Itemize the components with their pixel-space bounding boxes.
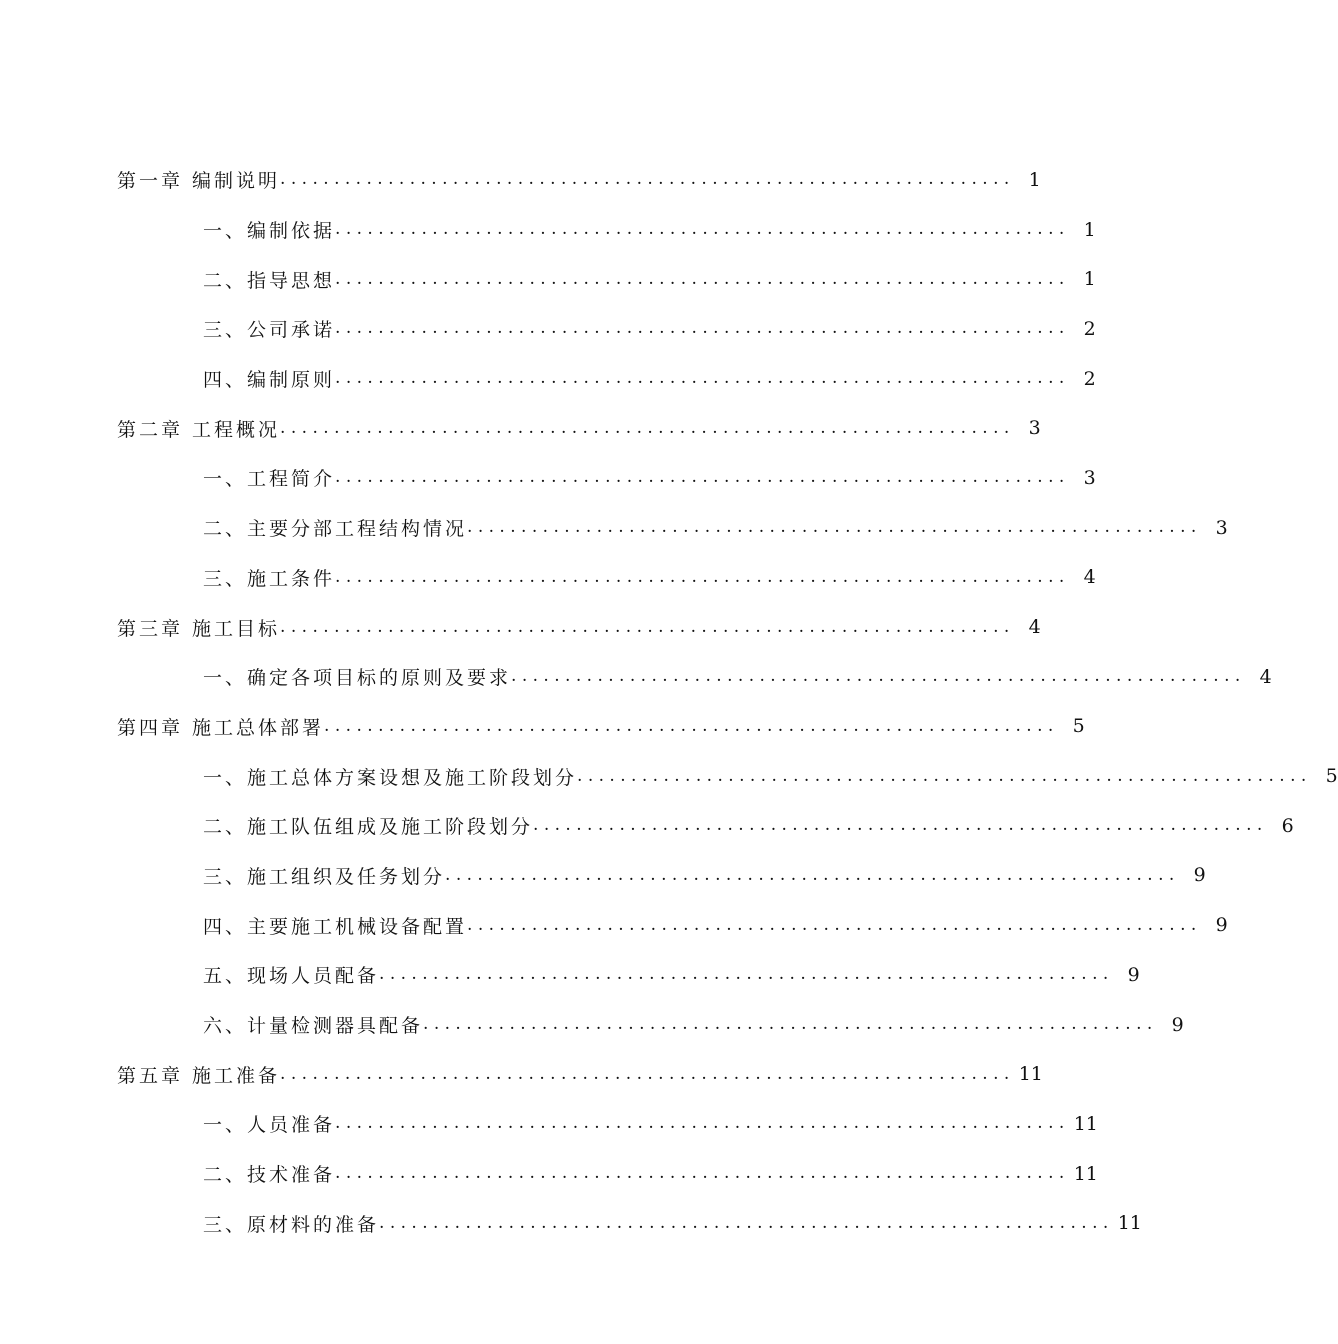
toc-page-number: 9: [1127, 963, 1140, 986]
toc-section-row[interactable]: [0, 801, 1294, 851]
toc-entry-label: 一、工程简介: [203, 468, 336, 491]
toc-chapter-row[interactable]: [0, 702, 1085, 752]
toc-section-row[interactable]: [0, 354, 1096, 404]
toc-entry-label: 四、编制原则: [203, 369, 336, 392]
toc-dot-leader: ....................................................................: [577, 765, 1312, 786]
toc-dot-leader: ....................................................................: [335, 219, 1070, 240]
toc-section-row[interactable]: [0, 751, 1338, 801]
toc-entry-label: 三、施工组织及任务划分: [203, 865, 446, 888]
toc-entry-label: 第一章 编制说明: [117, 170, 281, 193]
toc-section-row[interactable]: [0, 205, 1096, 255]
toc-entry-label: 三、原材料的准备: [203, 1213, 380, 1236]
toc-page-number: 1: [1028, 168, 1041, 191]
toc-dot-leader: ....................................................................: [335, 268, 1070, 289]
toc-entry-label: 第三章 施工目标: [117, 617, 281, 640]
toc-section-row[interactable]: [0, 503, 1228, 553]
toc-entry-label: 五、现场人员配备: [203, 965, 380, 988]
toc-section-row[interactable]: [0, 1149, 1098, 1199]
toc-chapter-row[interactable]: [0, 1049, 1043, 1099]
toc-page-number: 9: [1171, 1013, 1184, 1036]
toc-entry-label: 三、公司承诺: [203, 319, 336, 342]
toc-chapter-row[interactable]: [0, 155, 1041, 205]
toc-dot-leader: ....................................................................: [335, 318, 1070, 339]
toc-dot-leader: ....................................................................: [335, 1113, 1070, 1134]
toc-entry-label: 二、施工队伍组成及施工阶段划分: [203, 816, 534, 839]
toc-dot-leader: ....................................................................: [280, 1063, 1015, 1084]
toc-section-row[interactable]: [0, 851, 1206, 901]
toc-page-number: 5: [1325, 765, 1338, 788]
toc-dot-leader: ....................................................................: [335, 566, 1070, 587]
toc-dot-leader: ....................................................................: [335, 1163, 1070, 1184]
toc-dot-leader: ....................................................................: [533, 815, 1268, 836]
toc-entry-label: 六、计量检测器具配备: [203, 1015, 424, 1038]
toc-page-number: 2: [1083, 317, 1096, 340]
toc-page-number: 1: [1083, 218, 1096, 241]
toc-page-number: 4: [1028, 616, 1041, 639]
toc-section-row[interactable]: [0, 254, 1096, 304]
toc-section-row[interactable]: [0, 652, 1272, 702]
toc-page-number: 6: [1281, 814, 1294, 837]
toc-dot-leader: ....................................................................: [467, 914, 1202, 935]
toc-entry-label: 第五章 施工准备: [117, 1064, 281, 1087]
toc-entry-label: 第四章 施工总体部署: [117, 716, 325, 739]
table-of-contents: [0, 155, 1338, 1248]
toc-dot-leader: ....................................................................: [280, 616, 1015, 637]
toc-entry-label: 二、技术准备: [203, 1164, 336, 1187]
toc-page-number: 11: [1073, 1162, 1098, 1185]
toc-page-number: 2: [1083, 367, 1096, 390]
toc-dot-leader: ....................................................................: [445, 864, 1180, 885]
toc-entry-label: 四、主要施工机械设备配置: [203, 915, 468, 938]
toc-dot-leader: ....................................................................: [467, 517, 1202, 538]
toc-chapter-row[interactable]: [0, 403, 1041, 453]
toc-section-row[interactable]: [0, 553, 1096, 603]
toc-page-number: 3: [1215, 516, 1228, 539]
toc-entry-label: 三、施工条件: [203, 567, 336, 590]
toc-section-row[interactable]: [0, 304, 1096, 354]
toc-dot-leader: ....................................................................: [379, 964, 1114, 985]
toc-section-row[interactable]: [0, 453, 1096, 503]
toc-entry-label: 一、人员准备: [203, 1114, 336, 1137]
toc-page-number: 9: [1193, 864, 1206, 887]
toc-dot-leader: ....................................................................: [335, 368, 1070, 389]
toc-page-number: 11: [1073, 1112, 1098, 1135]
toc-section-row[interactable]: [0, 1000, 1184, 1050]
toc-section-row[interactable]: [0, 900, 1228, 950]
toc-section-row[interactable]: [0, 1099, 1098, 1149]
toc-entry-label: 一、确定各项目标的原则及要求: [203, 667, 512, 690]
toc-page-number: 11: [1117, 1212, 1142, 1235]
toc-page-number: 1: [1083, 268, 1096, 291]
toc-dot-leader: ....................................................................: [280, 417, 1015, 438]
toc-entry-label: 一、编制依据: [203, 220, 336, 243]
toc-chapter-row[interactable]: [0, 602, 1041, 652]
toc-entry-label: 二、主要分部工程结构情况: [203, 518, 468, 541]
toc-entry-label: 二、指导思想: [203, 269, 336, 292]
toc-dot-leader: ....................................................................: [280, 169, 1015, 190]
toc-page-number: 4: [1083, 566, 1096, 589]
toc-dot-leader: ....................................................................: [423, 1014, 1158, 1035]
toc-dot-leader: ....................................................................: [511, 666, 1246, 687]
toc-dot-leader: ....................................................................: [379, 1212, 1114, 1233]
toc-section-row[interactable]: [0, 1198, 1142, 1248]
toc-page-number: 11: [1018, 1063, 1043, 1086]
toc-page-number: 3: [1028, 417, 1041, 440]
toc-entry-label: 第二章 工程概况: [117, 418, 281, 441]
toc-dot-leader: ....................................................................: [324, 715, 1059, 736]
toc-section-row[interactable]: [0, 950, 1140, 1000]
toc-page-number: 3: [1083, 466, 1096, 489]
toc-entry-label: 一、施工总体方案设想及施工阶段划分: [203, 766, 578, 789]
toc-page-number: 9: [1215, 914, 1228, 937]
toc-page-number: 5: [1072, 715, 1085, 738]
toc-dot-leader: ....................................................................: [335, 467, 1070, 488]
toc-page-number: 4: [1259, 665, 1272, 688]
